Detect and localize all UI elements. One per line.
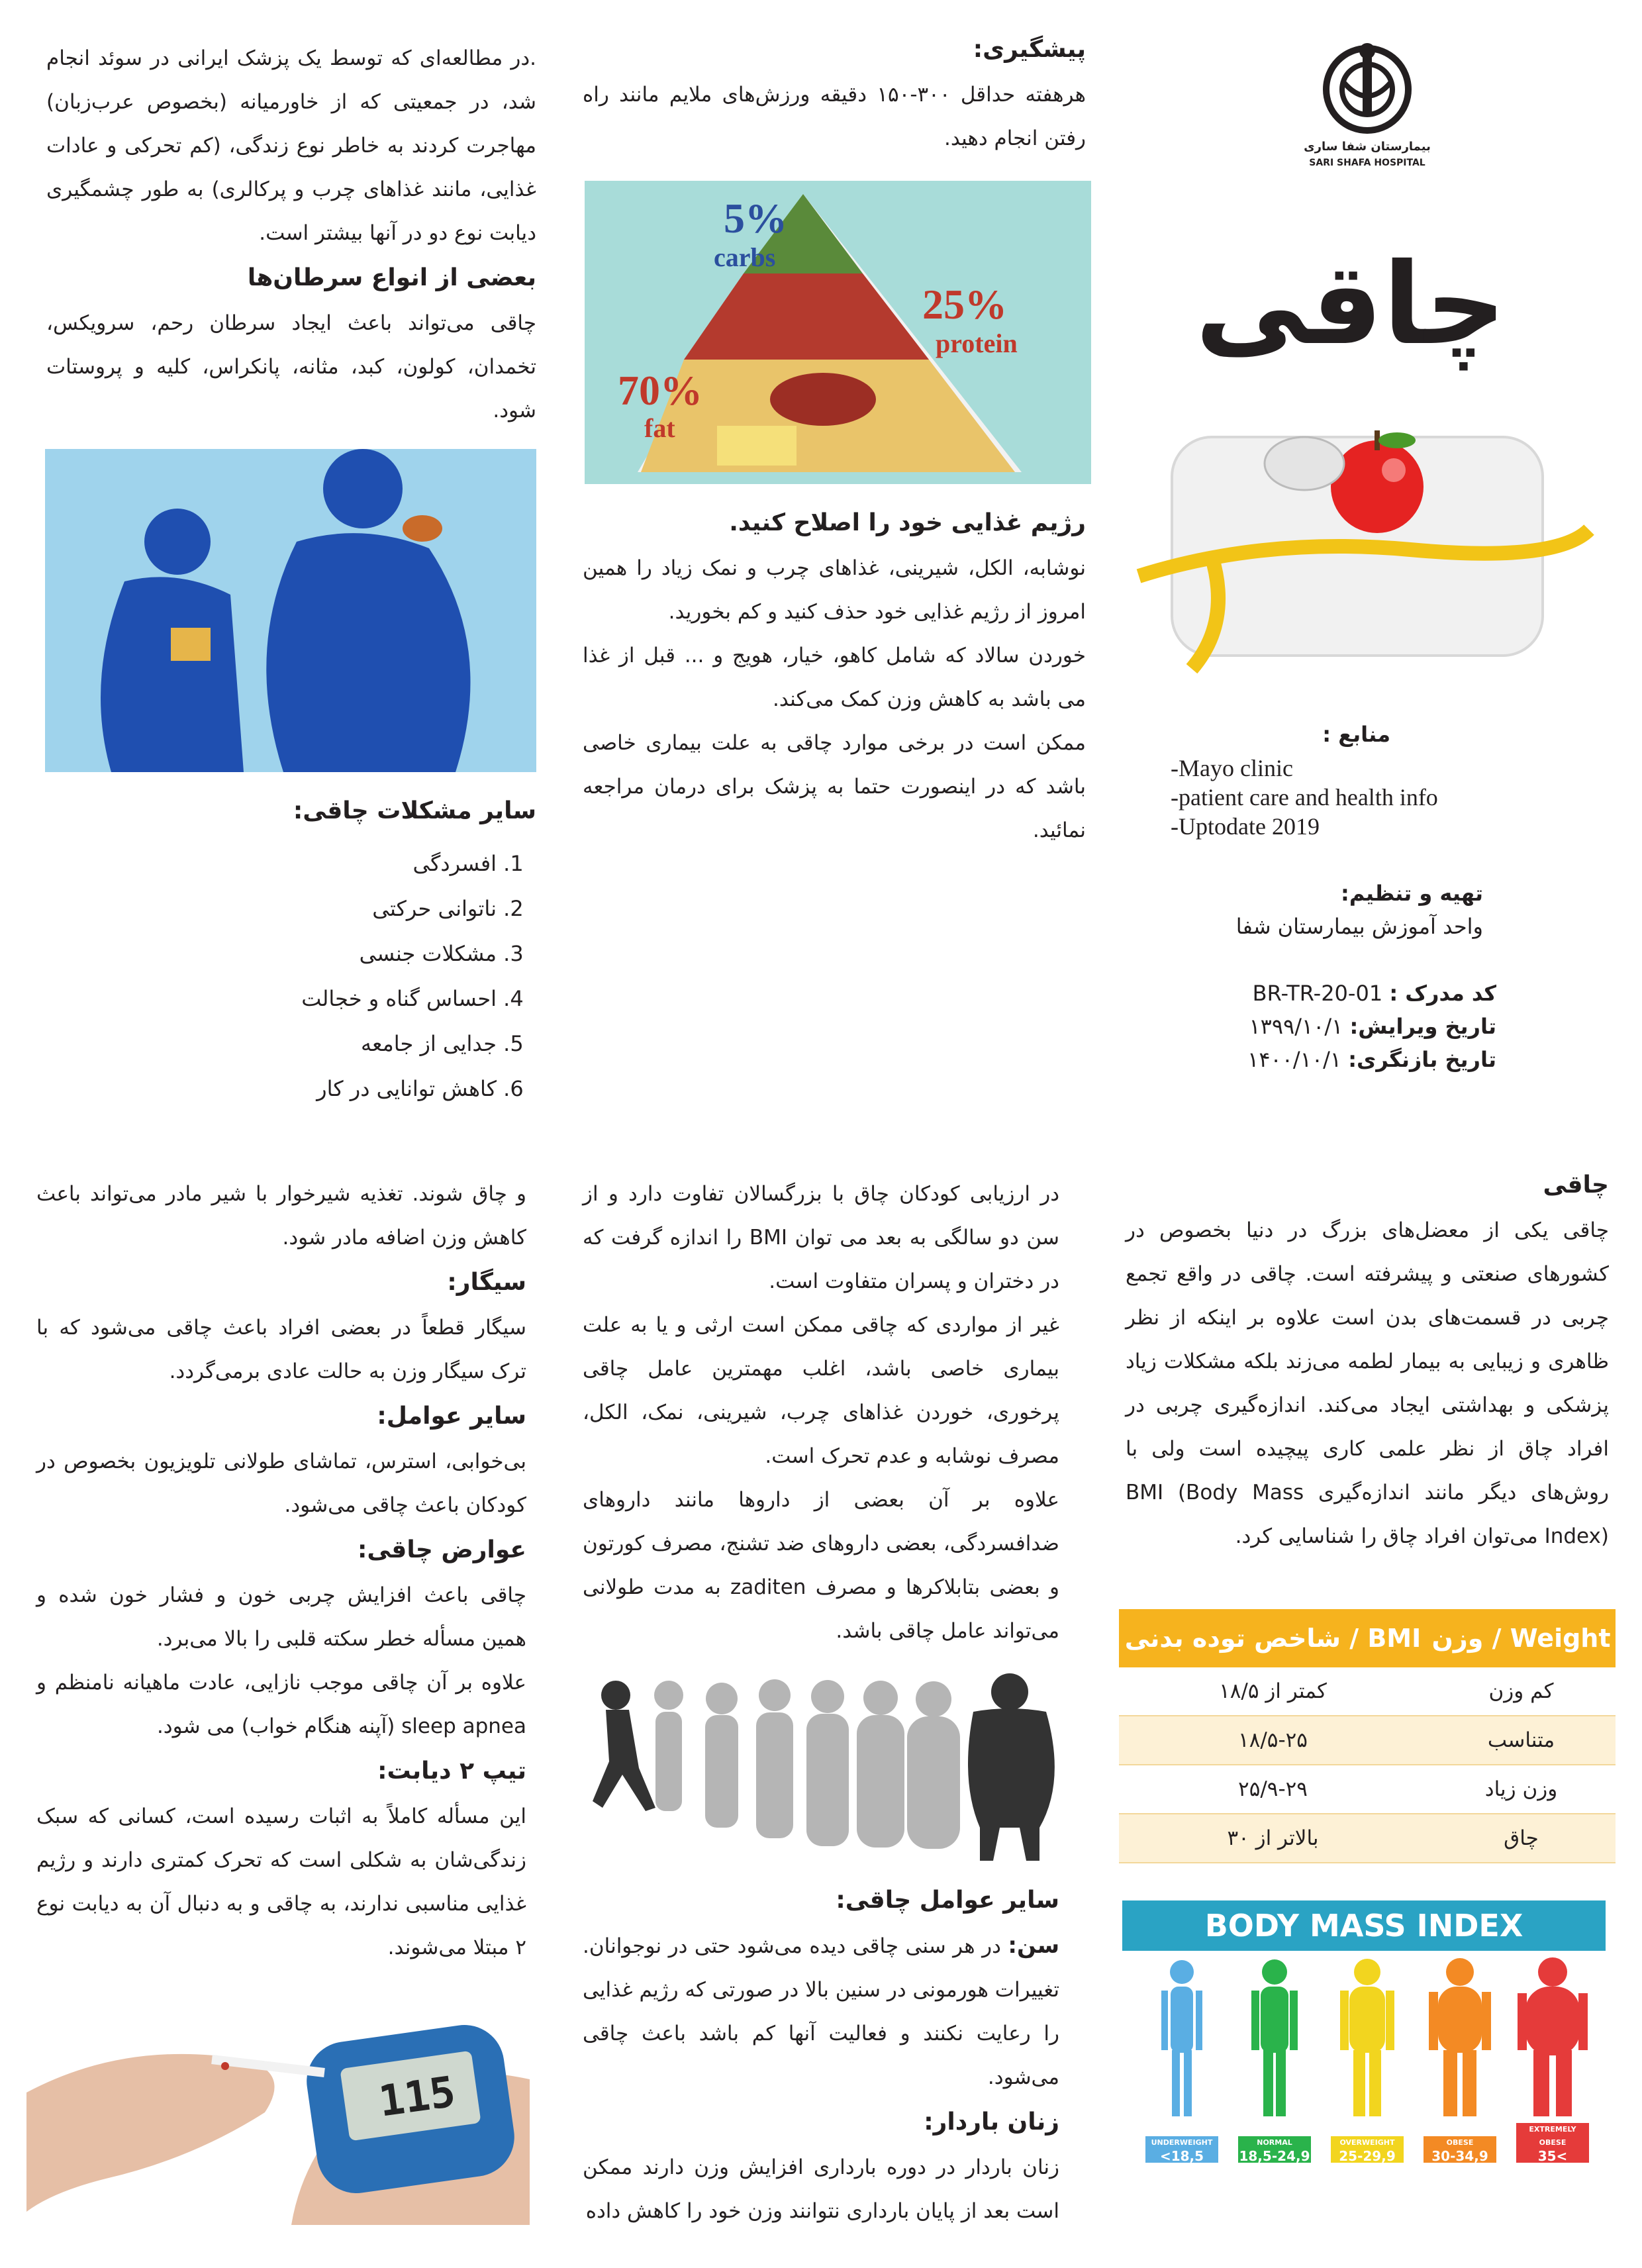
study-text: .در مطالعه‌ای که توسط یک پزشک ایرانی در سوئد انجام شد، در جمعیتی که از خاورمیانه (بخصوص عرب‌زبان) مهاجرت کردند به خاطر نوع زندگی، (کم تحرکی و عادات غذایی، مانند غذاهای چرب و پرکالری) به طور چشمگیری دیابت نوع دو در آنها بیشتر است. — [46, 46, 536, 245]
scale-apple-image — [1132, 424, 1596, 682]
pyramid-protein-pct: 25% — [922, 281, 1007, 328]
smoking-text: سیگار قطعاً در بعضی افراد باعث چاقی می‌شود که با ترک سیگار وزن به حالت عادی برمی‌گردد. — [36, 1316, 526, 1383]
page-title: چاقی — [1195, 239, 1506, 370]
bmi-figure-range: 30-34,9 — [1431, 2148, 1488, 2164]
diet-section — [583, 500, 1086, 852]
obese-silhouettes-image — [45, 449, 536, 772]
bmi-figure-name: UNDERWEIGHT — [1151, 2138, 1213, 2147]
sources-list — [1171, 754, 1502, 841]
other-problems-section — [46, 788, 536, 1111]
children-paragraph: علاوه بر آن بعضی از داروها مانند داروهای ضدافسردگی، بعضی داروهای ضد تشنج، مصرف کورتون و بعضی بتابلاکرها و مصرف zaditen به مدت طولانی می‌تواند عامل چاقی باشد. — [583, 1488, 1059, 1643]
diet-paragraph: نوشابه، الکل، شیرینی، غذاهای چرب و نمک زیاد را همین امروز از رژیم غذایی خود حذف کنید و کم بخورید. — [583, 556, 1086, 624]
logo-icon — [1318, 36, 1417, 136]
list-item: 3. مشکلات جنسی — [46, 931, 497, 976]
pregnant-heading: زنان باردار: — [924, 2108, 1059, 2136]
bmi-weight-cell: کم وزن — [1427, 1667, 1616, 1716]
breastfeeding-text: و چاق شوند. تغذیه شیرخوار با شیر مادر می‌تواند باعث کاهش وزن اضافه مادر شود. — [36, 1182, 526, 1250]
logo-name-en: SARI SHAFA HOSPITAL — [1309, 158, 1425, 168]
bmi-figure-range: 18,5-24,9 — [1239, 2148, 1310, 2164]
bmi-value-cell: کمتر از ۱۸/۵ — [1119, 1667, 1427, 1716]
list-item: 6. کاهش توانایی در کار — [46, 1066, 497, 1111]
complications-paragraph: علاوه بر آن چاقی موجب نازایی، عادت ماهیانه نامنظم و sleep apnea (آپنه هنگام خواب) می شود. — [36, 1671, 526, 1738]
age-paragraph — [583, 1924, 1059, 2099]
edit-date: ۱۳۹۹/۱۰/۱ — [1249, 1014, 1343, 1039]
bmi-graphic-banner: BODY MASS INDEX — [1122, 1900, 1606, 1951]
pyramid-protein-label: protein — [936, 328, 1018, 358]
bmi-value-cell: بالاتر از ۳۰ — [1119, 1814, 1427, 1863]
pregnant-text: زنان باردار در دوره بارداری افزایش وزن دارند ممکن است بعد از پایان بارداری نتوانند وزن خود را کاهش داده — [583, 2155, 1059, 2223]
other-factors-heading: سایر عوامل چاقی: — [836, 1887, 1059, 1914]
cancers-text: چاقی می‌تواند باعث ایجاد سرطان رحم، سرویکس، تخمدان، کولون، کبد، مثانه، پانکراس، کلیه و پروستات شود. — [46, 311, 536, 422]
bmi-figure-range: 25-29,9 — [1339, 2148, 1396, 2164]
causes-complications-section — [36, 1172, 526, 1969]
obesity-heading: چاقی — [1543, 1171, 1609, 1199]
bmi-weight-cell: متناسب — [1427, 1716, 1616, 1765]
review-date-label: تاریخ بازنگری: — [1348, 1047, 1496, 1072]
bmi-figure-name: OVERWEIGHT — [1339, 2138, 1395, 2147]
bmi-figure — [1516, 1957, 1589, 2169]
bmi-figure-name: NORMAL — [1257, 2138, 1292, 2147]
list-item: 5. جدایی از جامعه — [46, 1021, 497, 1066]
hospital-logo — [1298, 36, 1437, 189]
complications-heading: عوارض چاقی: — [357, 1536, 526, 1563]
obesity-intro — [1126, 1162, 1609, 1558]
bmi-figure — [1238, 1957, 1311, 2169]
weight-loss-silhouettes-image — [576, 1669, 1066, 1867]
bmi-figure-name: OBESE — [1446, 2138, 1474, 2147]
diabetes-heading: تیپ ۲ دیابت: — [377, 1757, 526, 1785]
pyramid-carbs-pct: 5% — [724, 195, 787, 242]
source-item: -patient care and health info — [1171, 784, 1438, 811]
diet-heading: رژیم غذایی خود را اصلاح کنید. — [729, 509, 1086, 536]
bmi-col-weight: Weight / وزن — [1427, 1609, 1616, 1667]
prepared-heading: تهیه و تنظیم: — [1341, 881, 1483, 906]
obesity-text: چاقی یکی از معضل‌های بزرگ در دنیا بخصوص در کشورهای صنعتی و پیشرفته است. چاقی در واقع تجمع چربی در قسمت‌های بدن است علاوه بر اینکه از نظر ظاهری و زیبایی به بیمار لطمه می‌زند بلکه مشکلات زیاد پزشکی و بهداشتی ایجاد می‌کند. اندازه‌گیری چربی در افراد چاق از نظر علمی کاری پیچیده است ولی با روش‌های دیگر مانند اندازه‌گیری BMI (Body Mass Index) می‌توان افراد چاق را شناسایی کرد. — [1126, 1218, 1609, 1548]
bmi-figure — [1424, 1957, 1496, 2169]
bmi-table — [1119, 1609, 1616, 1863]
pyramid-fat-pct: 70% — [618, 367, 702, 414]
bmi-figure — [1331, 1957, 1404, 2169]
bmi-figure — [1145, 1957, 1218, 2169]
doc-info — [1126, 977, 1496, 1076]
children-section — [583, 1172, 1059, 1653]
bmi-value-cell: ۲۵/۹-۲۹ — [1119, 1765, 1427, 1814]
list-item: 2. ناتوانی حرکتی — [46, 886, 497, 931]
review-date: ۱۴۰۰/۱۰/۱ — [1247, 1047, 1342, 1072]
doc-code-label: کد مدرک : — [1389, 981, 1496, 1006]
bmi-figure-range: <18,5 — [1159, 2148, 1204, 2164]
table-row — [1119, 1716, 1616, 1765]
table-row — [1119, 1765, 1616, 1814]
bmi-value-cell: ۱۸/۵-۲۵ — [1119, 1716, 1427, 1765]
prevention-heading: پیشگیری: — [973, 36, 1086, 63]
bmi-graphic — [1122, 1900, 1606, 2179]
source-item: -Uptodate 2019 — [1171, 813, 1320, 840]
pyramid-fat-label: fat — [644, 413, 675, 443]
source-item: -Mayo clinic — [1171, 755, 1293, 781]
table-row — [1119, 1814, 1616, 1863]
doc-code: BR-TR-20-01 — [1252, 981, 1383, 1006]
other-causes-heading: سایر عوامل: — [377, 1403, 526, 1430]
bmi-weight-cell: چاق — [1427, 1814, 1616, 1863]
children-paragraph: در ارزیابی کودکان چاق با بزرگسالان تفاوت دارد و از سن دو سالگی به بعد می توان BMI را اندازه گرفت که در دختران و پسران متفاوت است. — [583, 1182, 1060, 1293]
diabetes-text: این مسأله کاملاً به اثبات رسیده است، کسانی که سبک زندگی‌شان به شکلی است که تحرک کمتری دارند و رژیم غذایی مناسبی ندارند، به چاقی و به دنبال آن به دیابت نوع ۲ مبتلا می‌شوند. — [36, 1804, 526, 1959]
glucometer-reading: 115 — [375, 2067, 459, 2127]
bmi-col-bmi: BMI / شاخص توده بدنی — [1119, 1609, 1427, 1667]
study-section — [46, 36, 536, 432]
prepared-by: واحد آموزش بیمارستان شفا — [1235, 914, 1483, 939]
prevention-section — [583, 26, 1086, 160]
bmi-figures — [1122, 1951, 1606, 2176]
diet-paragraph: ممکن است در برخی موارد چاقی به علت بیماری خاصی باشد که در اینصورت حتما به پزشک برای درمان مراجعه نمائید. — [583, 731, 1086, 842]
logo-name-fa: بیمارستان شفا ساری — [1304, 140, 1431, 154]
bmi-weight-cell: وزن زیاد — [1427, 1765, 1616, 1814]
prevention-text: هرهفته حداقل ۳۰۰-۱۵۰ دقیقه ورزش‌های ملایم مانند راه رفتن انجام دهید. — [583, 83, 1086, 150]
pyramid-carbs-label: carbs — [714, 242, 776, 272]
age-text: در هر سنی چاقی دیده می‌شود حتی در نوجوانان. تغییرات هورمونی در سنین بالا در صورتی که رژیم غذایی را رعایت نکنند و فعالیت آنها کم باشد باعث چاقی می‌شود. — [583, 1934, 1059, 2089]
table-row — [1119, 1667, 1616, 1716]
edit-date-label: تاریخ ویرایش: — [1349, 1014, 1496, 1039]
cancers-heading: بعضی از انواع سرطان‌ها — [247, 264, 536, 291]
other-causes-text: بی‌خوابی، استرس، تماشای طولانی تلویزیون بخصوص در کودکان باعث چاقی می‌شود. — [36, 1450, 526, 1517]
sources-heading: منابع : — [1322, 722, 1390, 747]
other-problems-heading: سایر مشکلات چاقی: — [293, 797, 536, 824]
complications-paragraph: چاقی باعث افزایش چربی خون و فشار خون شده و همین مسأله خطر سکته قلبی را بالا می‌برد. — [36, 1583, 526, 1651]
other-factors-section — [583, 1877, 1059, 2233]
children-paragraph: غیر از مواردی که چاقی ممکن است ارثی و یا به علت بیماری خاصی باشد، اغلب مهمترین عامل چاقی پرخوری، خوردن غذاهای چرب، شیرینی، نمک، الکل، مصرف نوشابه و عدم تحرک است. — [583, 1313, 1059, 1468]
bmi-figure-name: EXTREMELY OBESE — [1529, 2125, 1576, 2147]
age-label: سن: — [1008, 1932, 1060, 1959]
food-pyramid-image — [585, 181, 1091, 484]
list-item: 4. احساس گناه و خجالت — [46, 976, 497, 1021]
list-item: 1. افسردگی — [46, 841, 497, 886]
smoking-heading: سیگار: — [447, 1269, 526, 1296]
diet-paragraph: خوردن سالاد که شامل کاهو، خیار، هویج و ... قبل از غذا می باشد به کاهش وزن کمک می‌کند. — [583, 644, 1086, 711]
glucometer-image — [26, 1960, 530, 2225]
bmi-figure-range: 35< — [1537, 2148, 1568, 2164]
